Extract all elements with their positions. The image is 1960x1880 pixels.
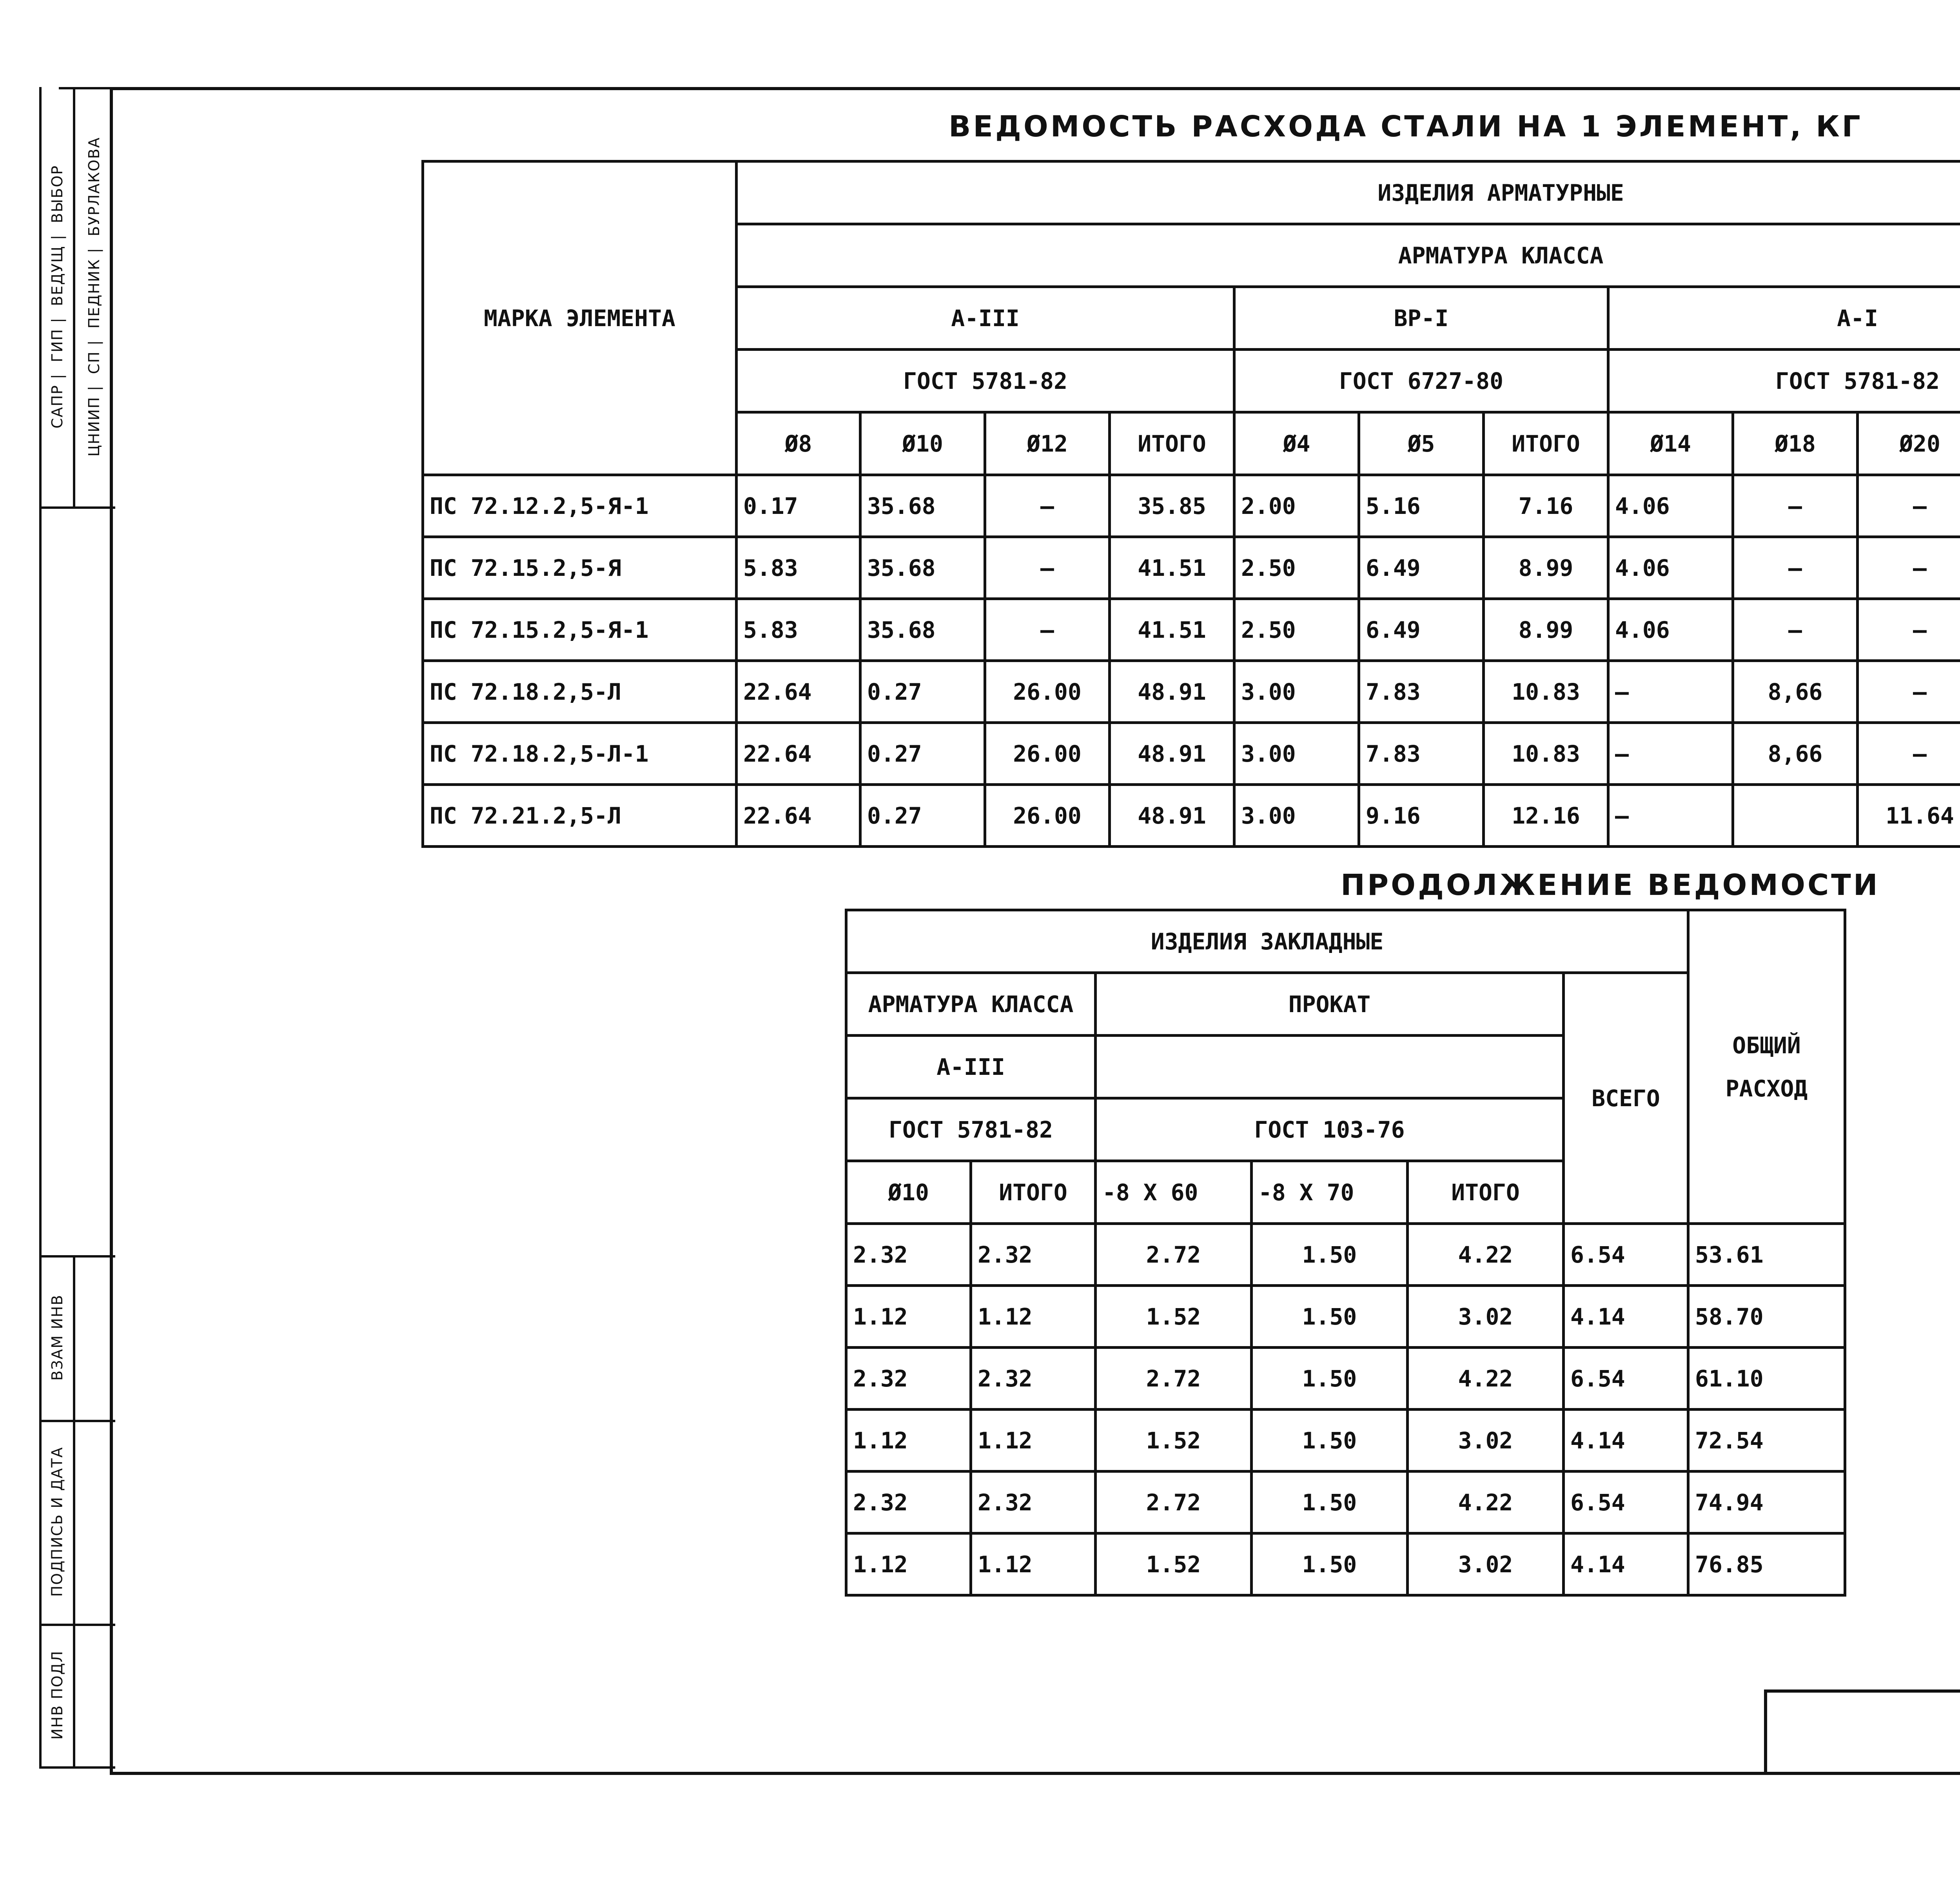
column-header: Ø12 [985,412,1110,475]
column-header: Ø5 [1359,412,1484,475]
table-cell: 1.50 [1252,1472,1408,1533]
grade-header: А-III [846,1036,1096,1098]
table-cell: 2.32 [846,1224,971,1286]
table-cell: 1.52 [1096,1533,1252,1595]
overall-header [1688,910,1845,1224]
side-stamp-cell [42,1255,73,1420]
side-stamp-label: ВЕДУЩ [49,245,66,306]
table-cell: 8.99 [1484,599,1608,661]
side-stamp-top-left: САПР | ГИП | ВЕДУЩ | ВЫБОР [49,165,66,429]
table-row [846,1472,1845,1533]
table-cell: — [985,537,1110,599]
steel-consumption-table [421,160,1960,848]
table-cell: 76.85 [1688,1533,1845,1595]
table-cell: 2.32 [846,1348,971,1410]
column-header: -8 Х 70 [1252,1161,1408,1224]
table-row [846,1286,1845,1348]
table-cell: 58.70 [1688,1286,1845,1348]
table-cell: 1.12 [846,1533,971,1595]
group-header: А-III [737,287,1234,350]
table-cell: 4.06 [1608,475,1733,537]
table-cell: 1.12 [971,1286,1096,1348]
table-cell: 4.06 [1608,599,1733,661]
table-cell: 6.49 [1359,599,1484,661]
column-header: Ø14 [1608,412,1733,475]
table-cell: 3.00 [1234,723,1359,785]
gost-header: ГОСТ 103-76 [1096,1098,1564,1161]
table-cell: — [1608,661,1733,723]
column-header: ИТОГО [971,1161,1096,1224]
table-cell: 22.64 [737,785,860,847]
side-stamp-label: ЦНИИП [85,396,103,457]
table-cell: 0.27 [860,661,985,723]
side-stamp-cell [42,1624,73,1766]
table-cell: 0.27 [860,723,985,785]
replace-inv-label: ВЗАМ ИНВ [49,1294,66,1381]
embedded-parts-table [845,909,1846,1597]
page-title: ВЕДОМОСТЬ РАСХОДА СТАЛИ НА 1 ЭЛЕМЕНТ, КГ [949,110,1863,143]
column-header: ИТОГО [1110,412,1234,475]
products-header: ИЗДЕЛИЯ АРМАТУРНЫЕ [737,162,1960,224]
side-stamp-label: ГИП [49,328,66,363]
signature-date-label: ПОДПИСЬ И ДАТА [49,1446,66,1597]
table-cell: 7.83 [1359,661,1484,723]
table-cell: 4.14 [1564,1286,1688,1348]
column-header: Ø18 [1733,412,1858,475]
element-mark: ПС 72.15.2,5-Я-1 [423,599,737,661]
table-cell: — [1608,785,1733,847]
table-cell: 48.91 [1110,785,1234,847]
table-cell: 3.02 [1408,1286,1564,1348]
side-stamp-label: САПР [49,385,66,429]
continuation-title: ПРОДОЛЖЕНИЕ ВЕДОМОСТИ [1341,868,1880,902]
table-cell: 0.27 [860,785,985,847]
table-cell: 3.00 [1234,785,1359,847]
column-header: Ø8 [737,412,860,475]
table-cell: — [1858,661,1960,723]
column-header: Ø10 [860,412,985,475]
table-cell: 1.12 [846,1286,971,1348]
table-cell: 1.50 [1252,1348,1408,1410]
group-header: А-I [1608,287,1960,350]
table1-body [423,475,1960,847]
table-row [423,785,1960,847]
table-cell: — [1858,723,1960,785]
table-cell: 8,66 [1733,661,1858,723]
table-cell: — [1858,475,1960,537]
element-mark: ПС 72.15.2,5-Я [423,537,737,599]
table-cell: — [1733,599,1858,661]
table2-body [846,1224,1845,1595]
side-stamp-cell [42,1420,73,1624]
table-cell: 1.12 [971,1410,1096,1472]
overall-header-label: ОБЩИЙ РАСХОД [1725,1032,1808,1102]
table-cell: 74.94 [1688,1472,1845,1533]
embedded-total-header: ВСЕГО [1564,973,1688,1224]
column-header: ИТОГО [1484,412,1608,475]
table-row [846,1410,1845,1472]
table-cell: 6.54 [1564,1472,1688,1533]
table-cell: 2.32 [971,1224,1096,1286]
table-cell: — [1858,599,1960,661]
table-cell: 2.32 [971,1472,1096,1533]
table-cell: 4.22 [1408,1472,1564,1533]
table-cell: 26.00 [985,785,1110,847]
table-cell: 1.12 [846,1410,971,1472]
column-header: Ø10 [846,1161,971,1224]
table-cell: 1.12 [971,1533,1096,1595]
table-cell: 1.50 [1252,1410,1408,1472]
table-cell: 3.02 [1408,1533,1564,1595]
element-mark: ПС 72.18.2,5-Л-1 [423,723,737,785]
side-stamp-label: ВЫБОР [49,165,66,223]
table-cell: 4.14 [1564,1533,1688,1595]
table-cell: 35.68 [860,537,985,599]
element-mark: ПС 72.21.2,5-Л [423,785,737,847]
table-cell: 8.99 [1484,537,1608,599]
table-cell: 1.52 [1096,1286,1252,1348]
table-cell: 35.68 [860,599,985,661]
table-row [423,661,1960,723]
side-stamp [39,87,115,1769]
table-cell: 6.49 [1359,537,1484,599]
table-cell: 41.51 [1110,537,1234,599]
table-cell: 10.83 [1484,661,1608,723]
table-cell: 22.64 [737,661,860,723]
table-cell: 10.83 [1484,723,1608,785]
table-cell: 11.64 [1858,785,1960,847]
table-cell: 6.54 [1564,1224,1688,1286]
table-cell: 22.64 [737,723,860,785]
table-cell: 9.16 [1359,785,1484,847]
table-cell: 12.16 [1484,785,1608,847]
table-cell: 4.22 [1408,1348,1564,1410]
table-cell: 48.91 [1110,661,1234,723]
table-cell: — [1858,537,1960,599]
table-cell: 4.22 [1408,1224,1564,1286]
table-cell: 2.00 [1234,475,1359,537]
gost-header: ГОСТ 5781-82 [846,1098,1096,1161]
table-cell: 41.51 [1110,599,1234,661]
table-cell: 1.50 [1252,1224,1408,1286]
side-stamp-top-right: ЦНИИП | СП | ПЕДНИК | БУРЛАКОВА [85,137,103,457]
table-cell: 7.83 [1359,723,1484,785]
table-row [423,537,1960,599]
table-cell: 72.54 [1688,1410,1845,1472]
table-cell: 35.68 [860,475,985,537]
column-header: ИТОГО [1408,1161,1564,1224]
gost-header: ГОСТ 5781-82 [1608,350,1960,412]
table-cell: 1.52 [1096,1410,1252,1472]
table-cell: 48.91 [1110,723,1234,785]
table-row [423,475,1960,537]
table-cell: 7.16 [1484,475,1608,537]
side-stamp-label: ПЕДНИК [85,258,103,329]
group-header: ВР-I [1234,287,1608,350]
table-row [846,1533,1845,1595]
side-stamp-label: БУРЛАКОВА [85,137,103,236]
table-cell: — [1608,723,1733,785]
table-cell: 5.83 [737,599,860,661]
empty-header [1096,1036,1564,1098]
table-cell: — [985,475,1110,537]
table-cell: 26.00 [985,723,1110,785]
table-cell: — [1733,475,1858,537]
table-cell: — [1733,537,1858,599]
table-row [423,723,1960,785]
table-cell: 5.83 [737,537,860,599]
table-cell: 3.00 [1234,661,1359,723]
table-cell [1733,785,1858,847]
table-cell: 2.32 [971,1348,1096,1410]
column-header: Ø20 [1858,412,1960,475]
table-cell: 4.14 [1564,1410,1688,1472]
embedded-products-header: ИЗДЕЛИЯ ЗАКЛАДНЫЕ [846,910,1688,973]
table-cell: 0.17 [737,475,860,537]
table-row [846,1348,1845,1410]
table-cell: 4.06 [1608,537,1733,599]
table-cell: 1.50 [1252,1533,1408,1595]
side-stamp-divider [73,1255,75,1769]
rolled-header: ПРОКАТ [1096,973,1564,1036]
table-cell: 26.00 [985,661,1110,723]
table-row [423,599,1960,661]
column-header: -8 Х 60 [1096,1161,1252,1224]
table-cell: 2.32 [846,1472,971,1533]
table-cell: 6.54 [1564,1348,1688,1410]
table-cell: 1.50 [1252,1286,1408,1348]
mark-header: МАРКА ЭЛЕМЕНТА [423,162,737,475]
side-stamp-rule [42,506,115,509]
table-cell: — [985,599,1110,661]
table-cell: 35.85 [1110,475,1234,537]
table-cell: 61.10 [1688,1348,1845,1410]
table-cell: 53.61 [1688,1224,1845,1286]
side-stamp-rule [42,1766,115,1769]
table-cell: 8,66 [1733,723,1858,785]
title-block [1764,1689,1960,1772]
table-cell: 2.50 [1234,599,1359,661]
element-mark: ПС 72.18.2,5-Л [423,661,737,723]
side-stamp-label: СП [85,351,103,374]
table-cell: 2.50 [1234,537,1359,599]
gost-header: ГОСТ 6727-80 [1234,350,1608,412]
table-cell: 2.72 [1096,1348,1252,1410]
table-cell: 2.72 [1096,1472,1252,1533]
gost-header: ГОСТ 5781-82 [737,350,1234,412]
table-row [846,1224,1845,1286]
column-header: Ø4 [1234,412,1359,475]
embedded-class-header: АРМАТУРА КЛАССА [846,973,1096,1036]
table-cell: 3.02 [1408,1410,1564,1472]
class-header: АРМАТУРА КЛАССА [737,224,1960,287]
table-cell: 5.16 [1359,475,1484,537]
element-mark: ПС 72.12.2,5-Я-1 [423,475,737,537]
inv-original-label: ИНВ ПОДЛ [49,1650,66,1740]
table-cell: 2.72 [1096,1224,1252,1286]
